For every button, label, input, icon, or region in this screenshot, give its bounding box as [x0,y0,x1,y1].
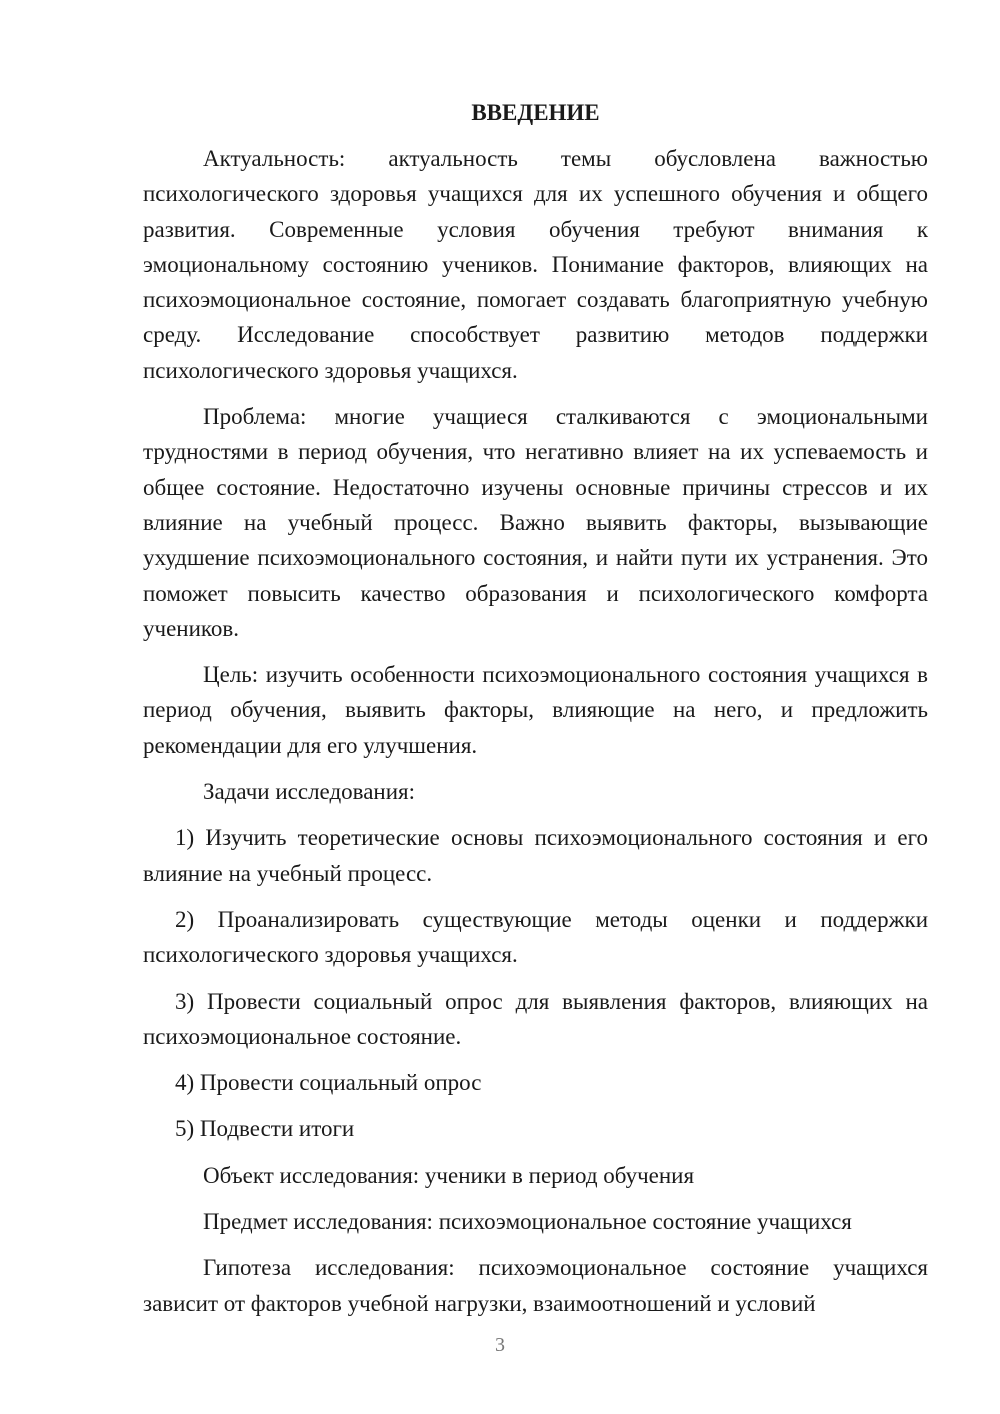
research-subject: Предмет исследования: психоэмоциональное состояние учащихся [203,1209,852,1235]
research-object: Объект исследования: ученики в период обучения [203,1162,695,1188]
page-number: 3 [495,1334,505,1356]
document-body [143,95,928,1332]
task-item-1: 1) Изучить теоретические основы психоэмоционального состояния и его влияние на учебный процесс. [143,825,928,886]
task-item-3: 3) Провести социальный опрос для выявления факторов, влияющих на психоэмоциональное состояние. [143,988,928,1049]
task-item-5: 5) Подвести итоги [175,1116,355,1142]
relevance-paragraph: Актуальность: актуальность темы обусловлена важностью психологического здоровья учащихся для их успешного обучения и общего развития. Современные условия обучения требуют внимания к эмоциональному состоянию учеников. Понимание факторов, влияющих на психоэмоциональное состояние, помогает создавать благоприятную учебную среду. Исследование способствует развитию методов поддержки психологического здоровья учащихся. [143,146,928,383]
research-hypothesis: Гипотеза исследования: психоэмоциональное состояние учащихся зависит от факторов учебной нагрузки, взаимоотношений и условий [143,1255,928,1316]
problem-paragraph: Проблема: многие учащиеся сталкиваются с эмоциональными трудностями в период обучения, что негативно влияет на их успеваемость и общее состояние. Недостаточно изучены основные причины стрессов и их влияние на учебный процесс. Важно выявить факторы, вызывающие ухудшение психоэмоционального состояния, и найти пути их устранения. Это поможет повысить качество образования и психологического комфорта учеников. [143,404,928,641]
task-item-4: 4) Провести социальный опрос [175,1070,482,1096]
section-title: ВВЕДЕНИЕ [471,100,600,125]
task-item-2: 2) Проанализировать существующие методы оценки и поддержки психологического здоровья учащихся. [143,906,928,968]
goal-paragraph: Цель: изучить особенности психоэмоционального состояния учащихся в период обучения, выявить факторы, влияющие на него, и предложить рекомендации для его улучшения. [143,662,928,758]
tasks-heading: Задачи исследования: [203,779,416,805]
